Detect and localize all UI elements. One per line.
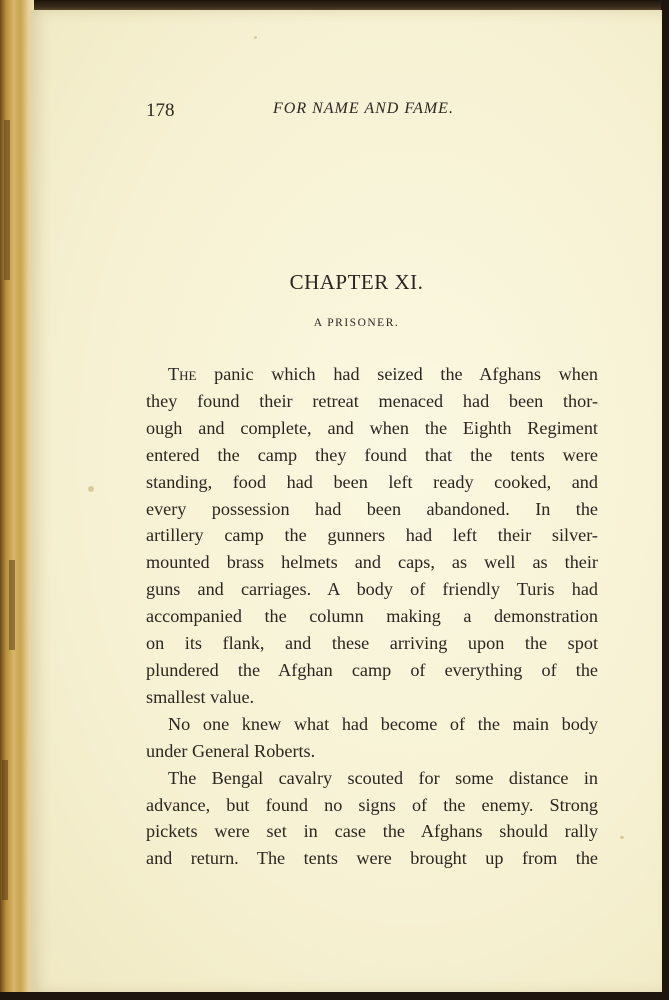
spine-wear-mark <box>2 760 8 900</box>
page-bottom-edge <box>0 992 669 1000</box>
running-head-title: FOR NAME AND FAME. <box>273 100 454 117</box>
page-right-edge <box>661 0 669 1000</box>
paper-speck <box>254 36 257 39</box>
paper-speck <box>620 836 624 839</box>
spine-wear-mark <box>9 560 15 650</box>
drop-word: The <box>168 364 197 384</box>
chapter-title: CHAPTER XI. <box>289 270 424 294</box>
running-head <box>146 100 606 126</box>
body-line: accompanied the column making a demonstration <box>146 606 598 627</box>
body-line: artillery camp the gunners had left their silver- <box>146 525 598 546</box>
body-line: The Bengal cavalry scouted for some distance in <box>168 767 598 788</box>
body-line: they found their retreat menaced had been thor- <box>146 390 598 411</box>
body-line: on its flank, and these arriving upon the spot <box>146 633 598 654</box>
chapter-body <box>146 361 598 872</box>
body-line: every possession had been abandoned. In the <box>146 498 598 519</box>
chapter-subtitle: A PRISONER. <box>313 317 400 329</box>
paper-speck <box>88 486 94 492</box>
spine-wear-mark <box>4 120 10 280</box>
page-number: 178 <box>146 100 175 121</box>
body-line: plundered the Afghan camp of everything of the <box>146 659 598 680</box>
body-line: pickets were set in case the Afghans should rally <box>146 821 598 842</box>
body-line: The panic which had seized the Afghans when <box>168 364 598 384</box>
body-line: mounted brass helmets and caps, as well as their <box>146 552 598 573</box>
body-line: No one knew what had become of the main body <box>168 713 598 734</box>
body-line: ough and complete, and when the Eighth Regiment <box>146 417 598 438</box>
body-line: smallest value. <box>146 686 255 707</box>
body-line: and return. The tents were brought up from the <box>146 848 598 869</box>
body-line: under General Roberts. <box>146 740 316 761</box>
body-line: advance, but found no signs of the enemy. Strong <box>146 794 598 815</box>
body-line: entered the camp they found that the tents were <box>146 444 598 465</box>
body-line: standing, food had been left ready cooked, and <box>146 471 598 492</box>
book-gutter-spine <box>0 0 34 1000</box>
body-line: guns and carriages. A body of friendly Turis had <box>146 579 598 600</box>
